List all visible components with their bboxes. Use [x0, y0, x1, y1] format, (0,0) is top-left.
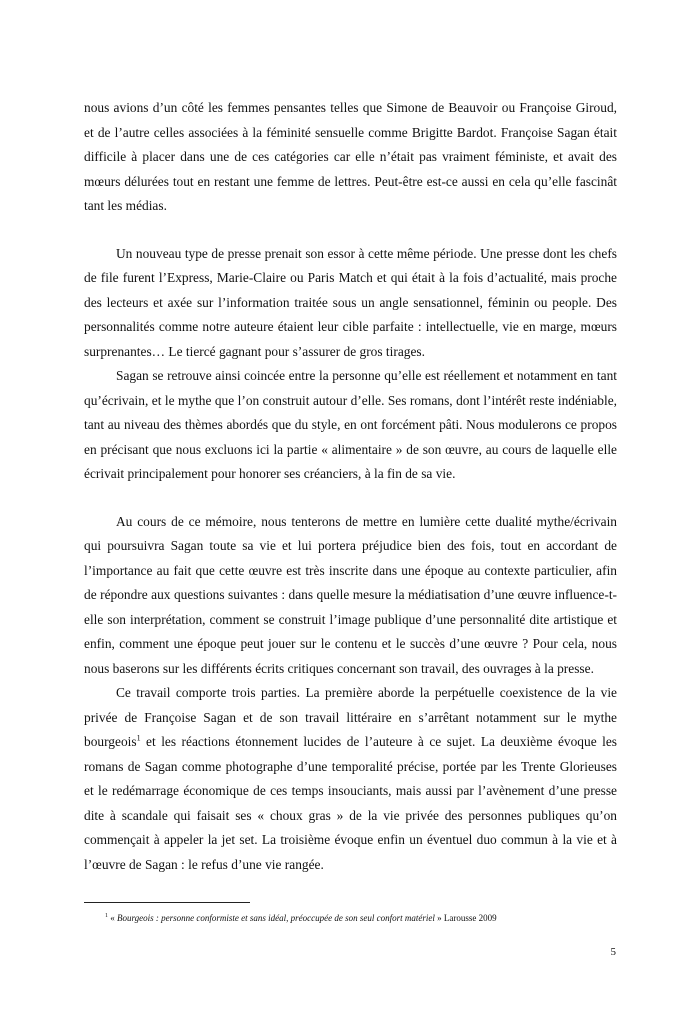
footnote-reference[interactable]: 1	[136, 733, 141, 743]
paragraph-5	[84, 681, 617, 877]
footnote-source: » Larousse 2009	[434, 913, 497, 923]
footnote-definition: Bourgeois : personne conformiste et sans idéal, préoccupée de son seul confort matériel	[117, 913, 435, 923]
page-number: 5	[610, 946, 616, 958]
footnote	[105, 911, 615, 925]
footnote-open-quote: «	[108, 913, 117, 923]
paragraph-1: nous avions d’un côté les femmes pensantes telles que Simone de Beauvoir ou Françoise Giroud, et de l’autre celles associées à la féminité sensuelle comme Brigitte Bardot. Françoise Sagan était difficile à placer dans une de ces catégories car elle n’était pas vraiment féministe, et avait des mœurs délurées tout en restant une femme de lettres. Peut-être est-ce aussi en cela qu’elle fascinât tant les médias.	[84, 100, 617, 213]
paragraph-2: Un nouveau type de presse prenait son essor à cette même période. Une presse dont les chefs de file furent l’Express, Marie-Claire ou Paris Match et qui était à la fois d’actualité, mais proche des lecteurs et axée sur l’information traitée sous un angle sensationnel, féminin ou people. Des personnalités comme notre auteure étaient leur cible parfaite : intellectuelle, vie en marge, mœurs surprenantes… Le tiercé gagnant pour s’assurer de gros tirages.	[84, 245, 617, 359]
footnote-number: 1	[105, 913, 108, 919]
document-body	[84, 96, 617, 877]
footnote-separator	[84, 902, 250, 903]
paragraph-3: Sagan se retrouve ainsi coincée entre la personne qu’elle est réellement et notamment en tant qu’écrivain, et le mythe que l’on construit autour d’elle. Ses romans, dont l’intérêt reste indéniable, tant au niveau des thèmes abordés que du style, en ont forcément pâti. Nous modulerons ce propos en précisant que nous excluons ici la partie « alimentaire » de son œuvre, au cours de laquelle elle écrivait principalement pour honorer ses créanciers, à la fin de sa vie.	[84, 368, 617, 481]
paragraph-4: Au cours de ce mémoire, nous tenterons de mettre en lumière cette dualité mythe/écrivain qui poursuivra Sagan toute sa vie et lui portera préjudice bien des fois, tout en accordant de l’importance au fait que cette œuvre est très inscrite dans une époque au contexte particulier, afin de répondre aux questions suivantes : dans quelle mesure la médiatisation d’une œuvre influence-t-elle son interprétation, comment se construit l’image publique d’une personnalité dite artistique et enfin, comment une époque peut jouer sur le contenu et le succès d’une œuvre ? Pour cela, nous nous baserons sur les différents écrits critiques concernant son travail, des ouvrages à la presse.	[84, 513, 617, 676]
paragraph-5-part-2: et les réactions étonnement lucides de l’auteure à ce sujet. La deuxième évoque les romans de Sagan comme photographe d’une temporalité précise, portée par les Trente Glorieuses et le redémarrage économique de ces temps insouciants, mais aussi par l’avènement d’une presse dite à scandale qui faisait ses « choux gras » de la vie privée des personnes publiques qu’on commençait à appeler la jet set. La troisième évoque enfin un éventuel duo commun à la vie et à l’œuvre de Sagan : le refus d’une vie rangée.	[84, 734, 617, 872]
paragraph-5-part-1: Ce travail comporte trois parties. La première aborde la perpétuelle coexistence de la vie privée de Françoise Sagan et de son travail littéraire en s’arrêtant notamment sur le mythe bourgeois	[84, 685, 617, 749]
